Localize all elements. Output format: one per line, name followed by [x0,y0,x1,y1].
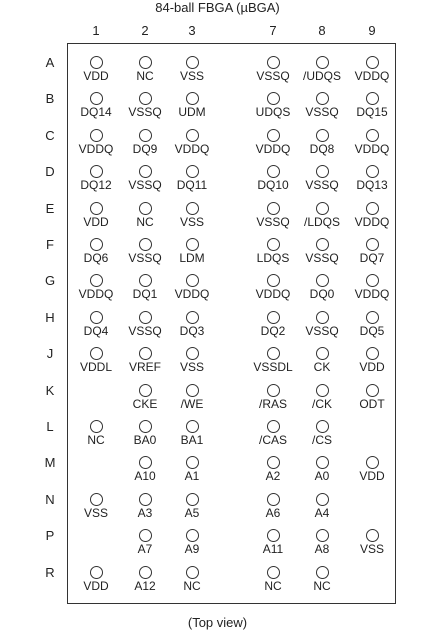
row-label: G [44,273,56,289]
ball-circle [316,420,329,433]
ball-label: VDD [359,360,385,375]
ball-circle [90,566,103,579]
ball-circle [316,311,329,324]
ball-label: VDD [83,214,109,229]
ball-label: DQ10 [257,178,289,193]
ball-circle [316,493,329,506]
ball [162,274,222,308]
ball-label: VDDL [79,360,112,375]
ball-circle [366,529,379,542]
ball-circle [267,202,280,215]
ball [292,493,352,527]
ball-circle [186,456,199,469]
ball-label: VDDQ [255,141,291,156]
ball-label: VDDQ [354,69,390,83]
ball-circle [366,456,379,469]
ball [342,238,402,272]
ball [342,56,402,90]
row-label: R [45,564,55,580]
ball-circle [316,165,329,178]
ball-circle [316,529,329,542]
ball-label: VSSQ [305,105,339,120]
ball [342,165,402,199]
ball-circle [366,202,379,215]
ball [162,238,222,272]
ball-label: /CS [311,433,332,447]
ball-label: VDDQ [354,214,390,229]
ball-circle [139,493,152,506]
ball-circle [267,456,280,469]
ball [292,420,352,454]
column-label: 3 [188,23,196,38]
ball-circle [186,274,199,287]
ball-label: A6 [265,505,281,520]
ball-label: A8 [314,542,330,557]
ball-circle [366,92,379,105]
ball-circle [267,238,280,251]
ball-label: BA1 [180,433,204,447]
ball-circle [267,56,280,69]
ball [162,165,222,199]
ball-circle [186,384,199,397]
column-label: 1 [92,23,100,38]
ball-label: A12 [134,578,156,593]
ball-circle [139,238,152,251]
ball-label: DQ11 [176,178,208,193]
row-label: M [44,455,56,471]
ball-label: VSS [83,505,108,520]
row-label: P [45,528,55,544]
ball-circle [366,347,379,360]
ball-circle [267,165,280,178]
ball-label: DQ2 [260,323,286,338]
ball [162,493,222,527]
ball [342,274,402,308]
ball-label: VSS [179,69,204,83]
ball-circle [90,202,103,215]
ball-label: NC [313,578,331,593]
ball-label: NC [264,578,282,593]
ball-label: DQ6 [83,251,109,265]
ball-circle [139,274,152,287]
row-label: H [45,309,55,325]
ball-label: A2 [265,469,281,484]
ball-circle [139,420,152,433]
ball-label: VDDQ [354,141,390,156]
ball-label: /CAS [258,433,287,447]
ball-label: A1 [184,469,200,484]
ball-label: DQ3 [179,323,205,338]
ball-label: NC [183,578,201,593]
ball-circle [186,165,199,178]
ball [342,92,402,126]
ball-label: DQ0 [309,287,335,302]
ball [162,456,222,490]
ball-label: VDDQ [255,287,291,302]
ball-label: VDD [359,469,385,484]
ball-circle [316,56,329,69]
view-caption: (Top view) [187,615,248,630]
ball-label: VREF [128,360,161,375]
ball-label: A7 [137,542,153,557]
row-label: J [46,346,54,362]
ball-label: DQ5 [359,323,385,338]
ball-circle [90,420,103,433]
ball [162,529,222,563]
ball-label: CK [313,360,331,375]
ball-label: NC [87,433,105,447]
ball-circle [267,420,280,433]
ball-circle [267,529,280,542]
ball-circle [186,347,199,360]
ball-circle [316,456,329,469]
ball [342,202,402,236]
ball-label: VDD [83,69,109,83]
ball-circle [139,384,152,397]
row-label: C [45,127,55,143]
ball-circle [139,92,152,105]
ball-circle [186,529,199,542]
ball [162,384,222,418]
ball-label: LDQS [256,251,290,265]
ball-label: VSSQ [305,323,339,338]
ball-circle [267,384,280,397]
ball-label: VSSQ [128,251,162,265]
ball-circle [90,129,103,142]
ball-circle [186,238,199,251]
ball-circle [90,165,103,178]
ball-label: DQ1 [132,287,158,302]
ball-circle [139,456,152,469]
ball-label: DQ7 [359,251,385,265]
ball [162,347,222,381]
column-label: 2 [141,23,149,38]
ball-circle [366,129,379,142]
ball-circle [186,493,199,506]
ball-label: VDDQ [354,287,390,302]
ball-label: CKE [132,396,158,411]
ball-circle [90,56,103,69]
ball [162,56,222,90]
ball-label: DQ14 [80,105,112,120]
ball [342,347,402,381]
ball [162,566,222,600]
ball [342,529,402,563]
ball-label: VSS [179,360,204,375]
ball-circle [316,274,329,287]
ball [342,311,402,345]
ball-circle [186,566,199,579]
column-label: 8 [318,23,326,38]
ball-label: LDM [179,251,205,265]
ball-circle [267,274,280,287]
ball-label: A10 [134,469,156,484]
diagram-title: 84-ball FBGA (µBGA) [155,0,280,15]
ball-label: VSSQ [128,178,162,193]
ball-label: UDQS [255,105,291,120]
ball [162,311,222,345]
ball-circle [90,347,103,360]
ball-circle [186,92,199,105]
ball-circle [267,129,280,142]
ball-circle [316,129,329,142]
ball [292,566,352,600]
ball-label: DQ4 [83,323,109,338]
ball-circle [366,165,379,178]
ball-circle [139,129,152,142]
ball-label: UDM [178,105,206,120]
ball-label: VSS [359,542,384,557]
row-label: D [45,164,55,180]
ball-label: VSSQ [256,214,290,229]
row-label: F [46,237,54,252]
ball-label: BA0 [133,433,157,447]
ball-circle [186,56,199,69]
ball-label: VSSQ [256,69,290,83]
ball-label: DQ13 [356,178,388,193]
ball-label: /RAS [258,396,287,411]
ball-circle [366,384,379,397]
ball-circle [316,238,329,251]
ball-label: VSS [179,214,204,229]
ball-circle [366,56,379,69]
ball-label: VDDQ [78,287,114,302]
ball-circle [139,566,152,579]
ball-circle [186,129,199,142]
ball-circle [267,311,280,324]
row-label: N [45,491,55,507]
row-label: B [45,91,55,107]
ball-circle [139,56,152,69]
ball-circle [267,566,280,579]
ball-circle [186,202,199,215]
ball-label: A11 [262,542,284,557]
ball-label: VSSQ [128,105,162,120]
ball-circle [267,347,280,360]
ball-circle [90,274,103,287]
ball-circle [90,92,103,105]
ball-circle [366,311,379,324]
ball-circle [186,420,199,433]
ball-label: A9 [184,542,200,557]
column-label: 9 [368,23,376,38]
ball [162,420,222,454]
ball-label: NC [136,69,154,83]
ball-label: /WE [180,396,204,411]
ball-label: VSSQ [305,251,339,265]
ball-label: VDDQ [174,141,210,156]
ball-circle [316,566,329,579]
ball-circle [366,238,379,251]
ball-circle [139,311,152,324]
ball-label: /LDQS [303,214,340,229]
ball-label: DQ12 [80,178,112,193]
ball-label: VSSDL [253,360,293,375]
ball-circle [186,311,199,324]
ball-label: VDD [83,578,109,593]
ball-label: /UDQS [302,69,341,83]
ball-label: VDDQ [174,287,210,302]
ball-circle [316,384,329,397]
ball-circle [90,493,103,506]
ball [162,92,222,126]
ball-circle [90,238,103,251]
ball-label: ODT [359,396,385,411]
ball-label: A5 [184,505,200,520]
ball-circle [90,311,103,324]
ball-label: DQ8 [309,141,335,156]
ball-label: A0 [314,469,330,484]
ball [342,129,402,163]
ball-label: A4 [314,505,330,520]
ball [342,456,402,490]
row-label: A [45,55,55,70]
ball-circle [139,347,152,360]
row-label: L [46,419,54,434]
ball-label: VSSQ [305,178,339,193]
ball-circle [267,493,280,506]
ball-label: VDDQ [78,141,114,156]
ball-circle [139,529,152,542]
ball-label: DQ15 [356,105,388,120]
ball-label: /CK [311,396,332,411]
ball-circle [139,202,152,215]
ball-circle [139,165,152,178]
ball [162,202,222,236]
ball-label: A3 [137,505,153,520]
ball [162,129,222,163]
row-label: E [45,200,55,216]
ball-circle [366,274,379,287]
ball-circle [267,92,280,105]
ball-circle [316,202,329,215]
ball-label: NC [136,214,154,229]
ball-circle [316,92,329,105]
ball-label: VSSQ [128,323,162,338]
row-label: K [45,382,55,398]
ball-circle [316,347,329,360]
column-label: 7 [269,23,277,38]
ball-label: DQ9 [132,141,158,156]
ball [342,384,402,418]
